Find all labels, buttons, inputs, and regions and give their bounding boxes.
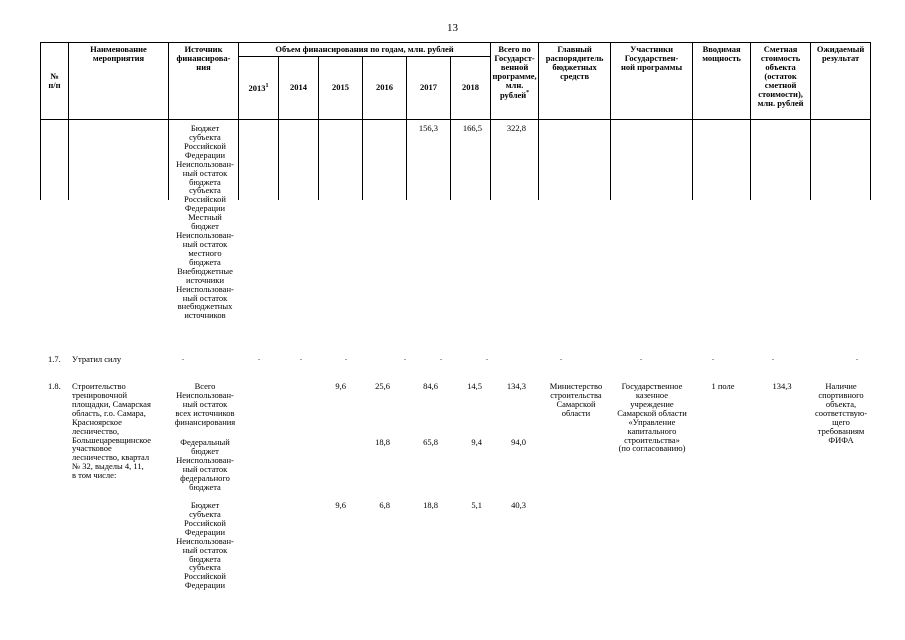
row-1-8-source-regional: Бюджет субъекта Российской Федерации Неиспользован- ный остаток бюджета субъекта Российской Федерации <box>176 500 234 591</box>
col-estimated-cost: Сметная стоимость объекта (остаток сметной стоимости), млн. рублей <box>751 43 811 120</box>
row-1-7-name: Утратил силу <box>72 354 122 364</box>
row-1-8-estimated-cost: 134,3 <box>772 381 792 391</box>
header-table <box>40 42 871 200</box>
col-total: Всего по Государст- венной программе, млн. рублей* <box>491 43 539 120</box>
row-1-7-dot: . <box>712 353 714 362</box>
col-participants: Участники Государствен- ной программы <box>611 43 693 120</box>
col-volume: Объем финансирования по годам, млн. рублей <box>239 43 491 57</box>
col-name: Наименование мероприятия <box>69 43 169 120</box>
row-1-7-dot: . <box>345 353 347 362</box>
row-1-8-source-federal: Федеральный бюджет Неиспользован- ный остаток федерального бюджета <box>176 437 234 492</box>
col-year-2014: 2014 <box>279 56 319 119</box>
all-2017: 84,6 <box>423 381 438 391</box>
row-1-7-dot: . <box>772 353 774 362</box>
fed-2018: 9,4 <box>471 437 482 447</box>
col-year-2017: 2017 <box>407 56 451 119</box>
top-total: 322,8 <box>506 123 526 133</box>
all-total: 134,3 <box>506 381 526 391</box>
col-year-2013: 2013$^1$ <box>239 56 279 119</box>
fed-total: 94,0 <box>511 437 526 447</box>
all-2016: 25,6 <box>375 381 390 391</box>
row-1-8-result: Наличие спортивного объекта, соответствую- щего требованиям ФИФА <box>814 381 868 445</box>
row-1-8-capacity: 1 поле <box>711 381 735 391</box>
col-year-2015: 2015 <box>319 56 363 119</box>
row-1-7-dot: . <box>486 353 488 362</box>
row-1-7-dot: . <box>182 353 184 362</box>
row-1-7-dot: . <box>300 353 302 362</box>
reg-2016: 6,8 <box>379 500 390 510</box>
row-1-8-name: Строительство тренировочной площадки, Самарская область, г.о. Самара, Красноярское лесничество, Большецаревщинское участковое лесничество, квартал № 32, выделы 4, 11, в том числе: <box>72 381 152 481</box>
fed-2016: 18,8 <box>375 437 390 447</box>
row-1-7-dot: . <box>258 353 260 362</box>
all-2018: 14,5 <box>467 381 482 391</box>
row-1-8-source-all: Всего Неиспользован- ный остаток всех источников финансирования <box>174 381 236 427</box>
col-result: Ожидаемый результат <box>811 43 871 120</box>
reg-2018: 5,1 <box>471 500 482 510</box>
row-1-7-dot: . <box>640 353 642 362</box>
col-manager: Главный распорядитель бюджетных средств <box>539 43 611 120</box>
page-number: 13 <box>447 22 458 34</box>
row-1-8-participants: Государственное казенное учреждение Самарской области «Управление капитального строительства» (по согласованию) <box>617 381 687 454</box>
all-2015: 9,6 <box>335 381 346 391</box>
reg-total: 40,3 <box>511 500 526 510</box>
row-1-8-manager: Министерство строительства Самарской области <box>549 381 603 418</box>
fed-2017: 65,8 <box>423 437 438 447</box>
row-1-7-dot: . <box>440 353 442 362</box>
col-num: № п/п <box>41 43 69 120</box>
row-1-7-dot: . <box>404 353 406 362</box>
row-1-7-num: 1.7. <box>48 354 61 364</box>
col-year-2016: 2016 <box>363 56 407 119</box>
col-source: Источник финансирова- ния <box>169 43 239 120</box>
reg-2015: 9,6 <box>335 500 346 510</box>
col-year-2018: 2018 <box>451 56 491 119</box>
top-2017: 156,3 <box>418 123 438 133</box>
reg-2017: 18,8 <box>423 500 438 510</box>
top-2018: 166,5 <box>462 123 482 133</box>
row-1-7-dot: . <box>856 353 858 362</box>
row-1-8-num: 1.8. <box>48 381 61 391</box>
row-1-7-dot: . <box>560 353 562 362</box>
col-capacity: Вводимая мощность <box>693 43 751 120</box>
top-sources: Бюджет субъекта Российской Федерации Неиспользован- ный остаток бюджета субъекта Российской Федерации Местный бюджет Неиспользован- ный остаток местного бюджета Внебюджетные источники Неиспользован- ный остаток внебюджетных источников <box>176 123 234 321</box>
